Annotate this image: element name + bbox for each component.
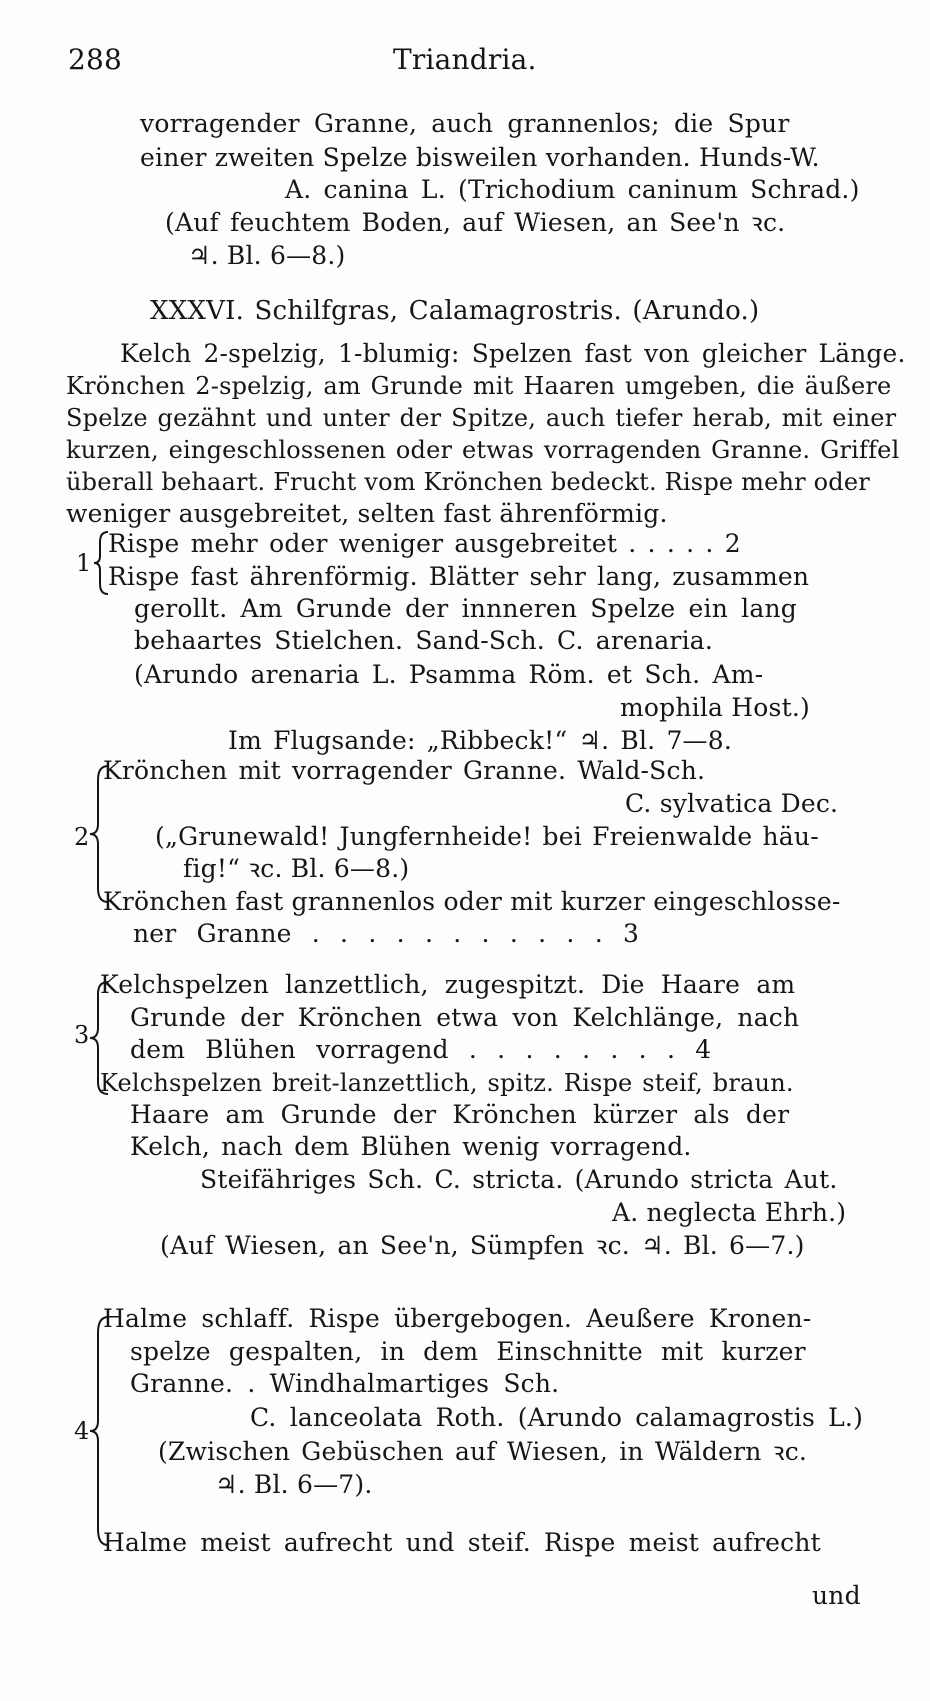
text-line: (Zwischen Gebüschen auf Wiesen, in Wäldern ꝛc. bbox=[158, 1437, 808, 1466]
key-line: Kelchspelzen breit-lanzettlich, spitz. Rispe steif, braun. bbox=[100, 1069, 794, 1097]
text-line: weniger ausgebreitet, selten fast ährenförmig. bbox=[66, 499, 668, 528]
text-line: („Grunewald! Jungfernheide! bei Freienwalde häu- bbox=[155, 822, 819, 851]
text-line: Haare am Grunde der Krönchen kürzer als der bbox=[130, 1100, 790, 1129]
text-line: Kelch 2-spelzig, 1-blumig: Spelzen fast von gleicher Länge. bbox=[120, 339, 906, 368]
key-line: ner Granne . . . . . . . . . . . 3 bbox=[133, 919, 640, 948]
text-line: spelze gespalten, in dem Einschnitte mit kurzer bbox=[130, 1337, 806, 1366]
text-line: (Arundo arenaria L. Psamma Röm. et Sch. Am- bbox=[134, 660, 764, 689]
text-line: Kelch, nach dem Blühen wenig vorragend. bbox=[130, 1132, 692, 1161]
key-line: Kelchspelzen lanzettlich, zugespitzt. Die Haare am bbox=[100, 970, 796, 999]
key-line: Krönchen mit vorragender Granne. Wald-Sch. bbox=[103, 756, 706, 785]
running-title: Triandria. bbox=[393, 43, 537, 76]
text-line: überall behaart. Frucht vom Krönchen bedeckt. Rispe mehr oder bbox=[66, 468, 870, 496]
key-number: 4 bbox=[74, 1417, 90, 1445]
text-line: fig!“ ꝛc. Bl. 6—8.) bbox=[183, 854, 410, 883]
text-line: Im Flugsande: „Ribbeck!“ ♃. Bl. 7—8. bbox=[228, 726, 732, 755]
text-line: Krönchen 2-spelzig, am Grunde mit Haaren umgeben, die äußere bbox=[66, 372, 892, 400]
text-line: C. lanceolata Roth. (Arundo calamagrostis L.) bbox=[250, 1403, 864, 1432]
text-line: kurzen, eingeschlossenen oder etwas vorragenden Granne. Griffel bbox=[66, 436, 900, 464]
text-line: C. sylvatica Dec. bbox=[625, 789, 839, 818]
text-line: (Auf Wiesen, an See'n, Sümpfen ꝛc. ♃. Bl. 6—7.) bbox=[160, 1231, 805, 1260]
key-line: Halme schlaff. Rispe übergebogen. Aeußere Kronen- bbox=[103, 1304, 812, 1333]
brace-4 bbox=[88, 1315, 112, 1549]
text-line: Granne. . Windhalmartiges Sch. bbox=[130, 1369, 560, 1398]
key-number: 2 bbox=[74, 823, 90, 851]
key-line: Halme meist aufrecht und steif. Rispe meist aufrecht bbox=[103, 1528, 821, 1557]
text-line: (Auf feuchtem Boden, auf Wiesen, an See'n ꝛc. bbox=[165, 208, 786, 237]
key-line: Rispe mehr oder weniger ausgebreitet . . . . . 2 bbox=[108, 529, 741, 558]
text-line: ♃. Bl. 6—7). bbox=[215, 1470, 373, 1499]
text-line: dem Blühen vorragend . . . . . . . . 4 bbox=[130, 1035, 712, 1064]
text-line: A. canina L. (Trichodium caninum Schrad.) bbox=[285, 175, 860, 204]
text-line: vorragender Granne, auch grannenlos; die Spur bbox=[140, 109, 790, 138]
key-number: 3 bbox=[74, 1021, 90, 1049]
key-number: 1 bbox=[76, 549, 92, 577]
text-line: mophila Host.) bbox=[620, 693, 810, 722]
text-line: einer zweiten Spelze bisweilen vorhanden. Hunds-W. bbox=[140, 143, 820, 172]
text-line: Grunde der Krönchen etwa von Kelchlänge, nach bbox=[130, 1003, 800, 1032]
genus-heading: XXXVI. Schilfgras, Calamagrostris. (Arundo.) bbox=[150, 296, 760, 326]
text-line: ♃. Bl. 6—8.) bbox=[188, 241, 346, 270]
key-line: Rispe fast ährenförmig. Blätter sehr lang, zusammen bbox=[108, 562, 810, 591]
catchword: und bbox=[812, 1581, 861, 1610]
text-line: behaartes Stielchen. Sand-Sch. C. arenaria. bbox=[134, 626, 714, 655]
text-line: gerollt. Am Grunde der innneren Spelze ein lang bbox=[134, 594, 797, 623]
key-line: Krönchen fast grannenlos oder mit kurzer eingeschlosse- bbox=[103, 887, 841, 916]
text-line: Spelze gezähnt und unter der Spitze, auch tiefer herab, mit einer bbox=[66, 404, 897, 432]
page-number: 288 bbox=[68, 43, 123, 76]
text-line: Steifähriges Sch. C. stricta. (Arundo stricta Aut. bbox=[200, 1165, 838, 1194]
text-line: A. neglecta Ehrh.) bbox=[612, 1198, 847, 1227]
